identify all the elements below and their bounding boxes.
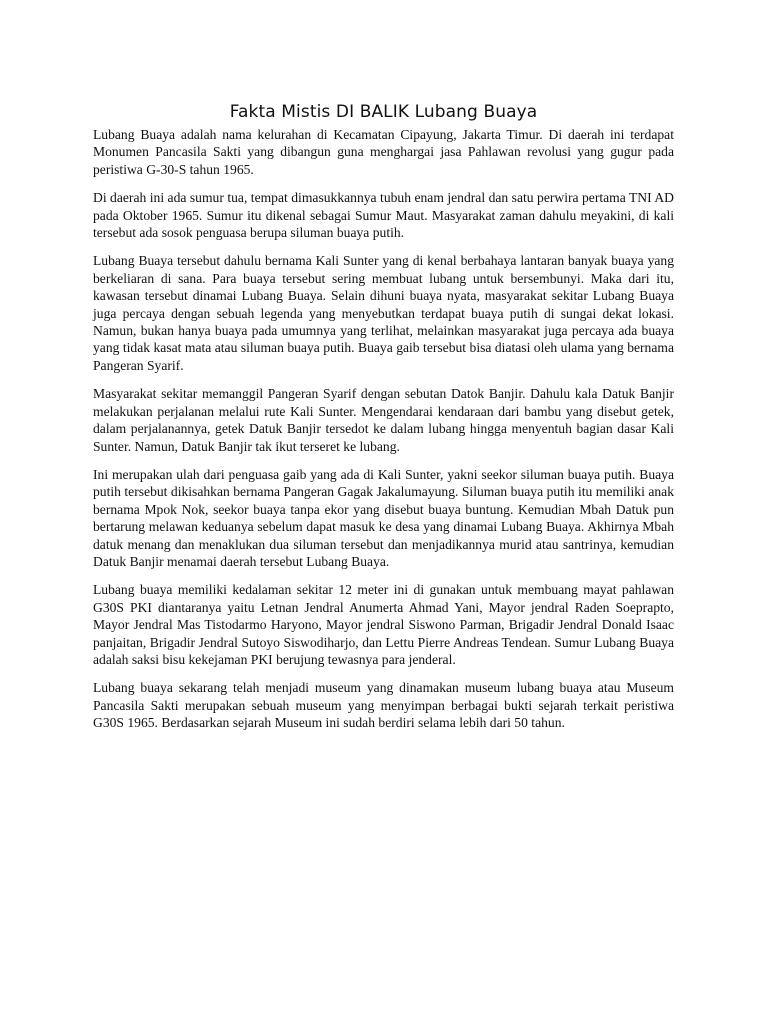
paragraph-5: Ini merupakan ulah dari penguasa gaib yang ada di Kali Sunter, yakni seekor siluman buaya putih. Buaya putih tersebut dikisahkan bernama Pangeran Gagak Jakalumayung. Siluman buaya putih itu memiliki anak bernama Mpok Nok, seekor buaya tanpa ekor yang disebut buaya buntung. Kemudian Mbah Datuk pun bertarung melawan keduanya sebelum dapat masuk ke desa yang dinamai Lubang Buaya. Akhirnya Mbah datuk menang dan menaklukan dua siluman tersebut dan menjadikannya murid atau santrinya, kemudian Datuk Banjir menamai daerah tersebut Lubang Buaya. — [93, 466, 674, 569]
paragraph-1: Lubang Buaya adalah nama kelurahan di Kecamatan Cipayung, Jakarta Timur. Di daerah ini terdapat Monumen Pancasila Sakti yang dibangun guna menghargai jasa Pahlawan revolusi yang gugur pada peristiwa G-30-S tahun 1965. — [93, 127, 674, 177]
paragraph-6: Lubang buaya memiliki kedalaman sekitar 12 meter ini di gunakan untuk membuang mayat pahlawan G30S PKI diantaranya yaitu Letnan Jendral Anumerta Ahmad Yani, Mayor jendral Raden Soeprapto, Mayor Jendral Mas Tistodarmo Haryono, Mayor jendral Siswono Parman, Brigadir Jendral Donald Isaac panjaitan, Brigadir Jendral Sutoyo Siswodiharjo, dan Lettu Pierre Andreas Tendean. Sumur Lubang Buaya adalah saksi bisu kekejaman PKI berujung tewasnya para jenderal. — [93, 582, 674, 667]
document-title: Fakta Mistis DI BALIK Lubang Buaya — [229, 102, 538, 122]
paragraph-7: Lubang buaya sekarang telah menjadi museum yang dinamakan museum lubang buaya atau Museum Pancasila Sakti merupakan sebuah museum yang menyimpan berbagai bukti sejarah terkait peristiwa G30S 1965. Berdasarkan sejarah Museum ini sudah berdiri selama lebih dari 50 tahun. — [93, 680, 674, 731]
document-page — [93, 102, 674, 743]
paragraph-2: Di daerah ini ada sumur tua, tempat dimasukkannya tubuh enam jendral dan satu perwira pertama TNI AD pada Oktober 1965. Sumur itu dikenal sebagai Sumur Maut. Masyarakat zaman dahulu meyakini, di kali tersebut ada sosok penguasa berupa siluman buaya putih. — [93, 190, 674, 241]
paragraph-3: Lubang Buaya tersebut dahulu bernama Kali Sunter yang di kenal berbahaya lantaran banyak buaya yang berkeliaran di sana. Para buaya tersebut sering membuat lubang untuk bersembunyi. Maka dari itu, kawasan tersebut dinamai Lubang Buaya. Selain dihuni buaya nyata, masyarakat sekitar Lubang Buaya juga percaya dengan sebuah legenda yang menyebutkan terdapat buaya putih di sungai dekat lokasi. Namun, bukan hanya buaya pada umumnya yang terlihat, melainkan masyarakat juga percaya ada buaya yang tidak kasat mata atau siluman buaya putih. Buaya gaib tersebut bisa diatasi oleh ulama yang bernama Pangeran Syarif. — [93, 253, 674, 373]
paragraph-4: Masyarakat sekitar memanggil Pangeran Syarif dengan sebutan Datok Banjir. Dahulu kala Datuk Banjir melakukan perjalanan melalui rute Kali Sunter. Mengendarai kendaraan dari bambu yang disebut getek, dalam perjalanannya, getek Datuk Banjir tersedot ke dalam lubang hingga menyentuh bagian dasar Kali Sunter. Namun, Datuk Banjir tak ikut terseret ke lubang. — [93, 386, 674, 454]
